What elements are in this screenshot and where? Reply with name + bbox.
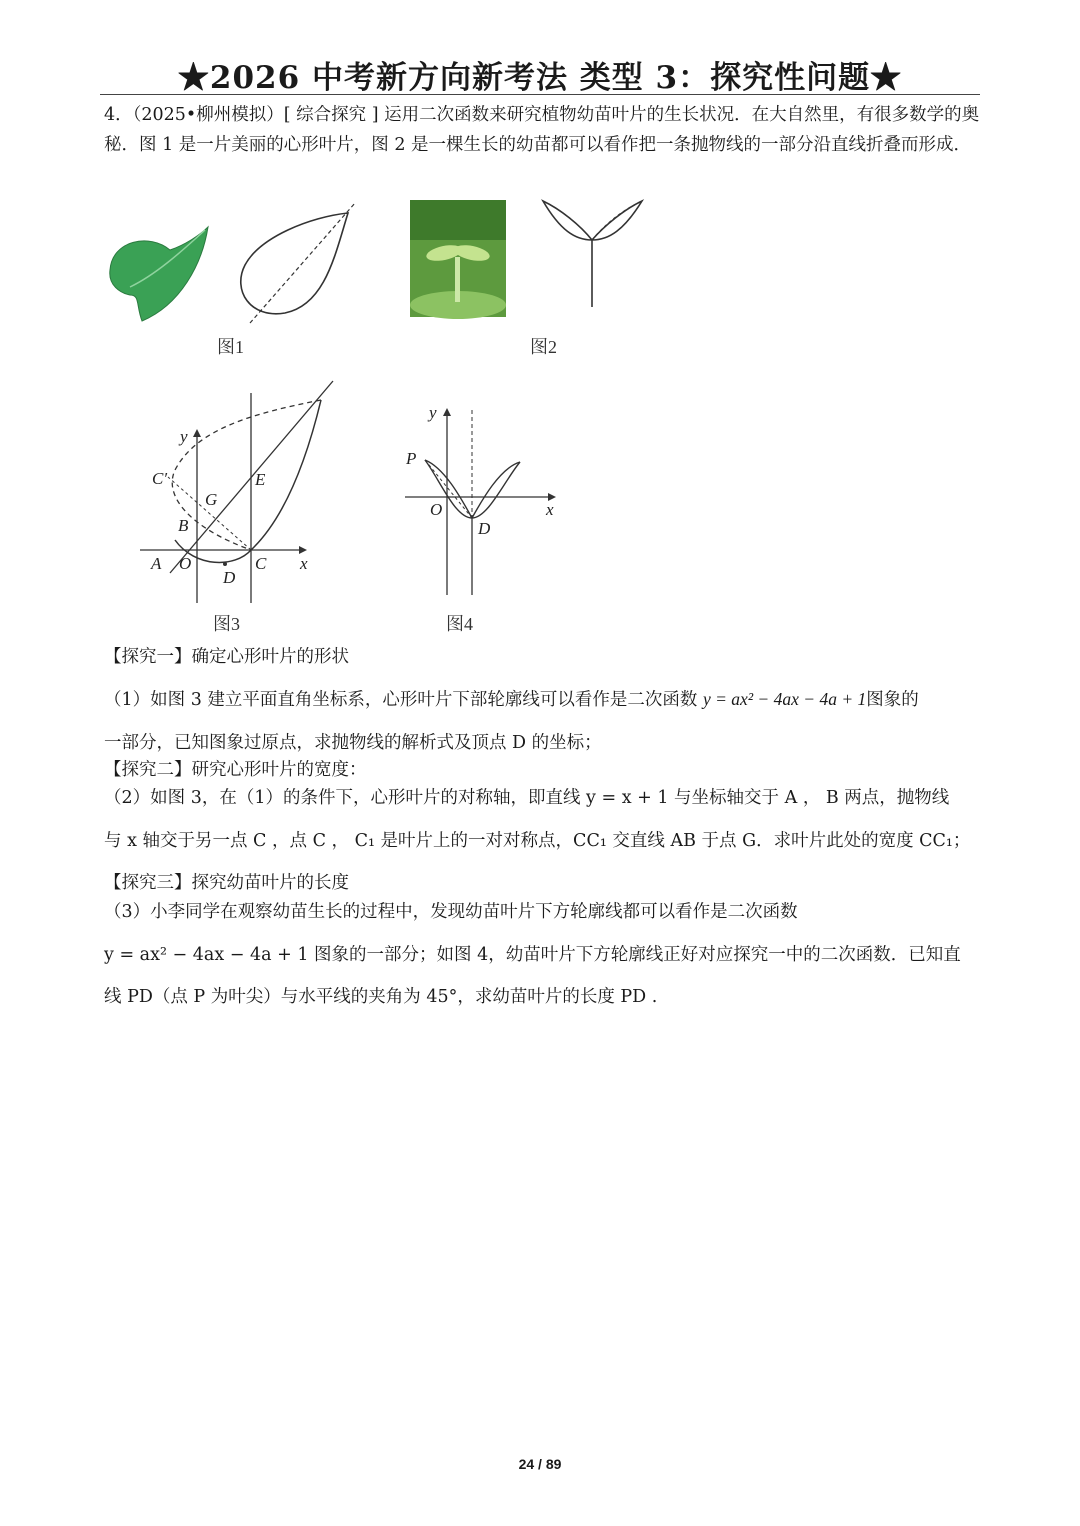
- label-D: D: [223, 568, 236, 587]
- leaf-outline: [241, 213, 348, 314]
- label-x: x: [546, 500, 554, 519]
- figure-3: [135, 378, 325, 608]
- label-E: E: [255, 470, 266, 489]
- label-y: y: [180, 427, 188, 446]
- label-A: A: [151, 554, 162, 573]
- fig4-label: 图4: [446, 614, 473, 634]
- right-leaf-upper: [472, 462, 520, 518]
- figure-2: [410, 195, 650, 320]
- q1-formula: y = ax² − 4ax − 4a + 1: [702, 689, 867, 709]
- question-3-line-3: 线 PD（点 P 为叶尖）与水平线的夹角为 45°，求幼苗叶片的长度 PD .: [104, 987, 658, 1007]
- label-Cp: C′: [152, 469, 168, 488]
- question-1-line-1: （1）如图 3 建立平面直角坐标系，心形叶片下部轮廓线可以看作是二次函数 y = ax² − 4ax − 4a + 1图象的: [104, 689, 919, 710]
- label-O: O: [430, 500, 443, 519]
- label-y: y: [429, 403, 437, 422]
- figure-4: [400, 400, 570, 600]
- label-B: B: [178, 516, 189, 535]
- question-2-line-2: 与 x 轴交于另一点 C ，点 C ， C₁ 是叶片上的一对对称点，CC₁ 交直线 AB 于点 G．求叶片此处的宽度 CC₁；: [104, 831, 971, 851]
- question-3-line-2: y = ax² − 4ax − 4a + 1 图象的一部分；如图 4，幼苗叶片下方轮廓线正好对应探究一中的二次函数．已知直: [104, 945, 961, 965]
- page-title: ★2026 中考新方向新考法 类型 3：探究性问题★: [177, 60, 903, 96]
- header-divider: [100, 94, 980, 95]
- section-1-title: 【探究一】确定心形叶片的形状: [104, 647, 349, 667]
- label-x: x: [300, 554, 308, 573]
- question-3-line-1: （3）小李同学在观察幼苗生长的过程中，发现幼苗叶片下方轮廓线都可以看作是二次函数: [104, 902, 798, 922]
- label-G: G: [205, 490, 218, 509]
- fig3-label: 图3: [213, 614, 240, 634]
- fig1-label: 图1: [217, 337, 244, 357]
- question-1-line-2: 一部分，已知图象过原点，求抛物线的解析式及顶点 D 的坐标；: [104, 733, 602, 753]
- problem-intro: 4．（2025•柳州模拟）[ 综合探究 ] 运用二次函数来研究植物幼苗叶片的生长状况．在大自然里，有很多数学的奥秘．图 1 是一片美丽的心形叶片，图 2 是一棵生长的幼苗都可以看作把一条抛物线的一部分沿直线折叠而形成．: [104, 105, 980, 155]
- label-O: O: [179, 554, 192, 573]
- label-D: D: [478, 519, 491, 538]
- label-C: C: [255, 554, 267, 573]
- seedling-outline: [543, 201, 642, 307]
- page-number: 24 / 89: [518, 1456, 562, 1472]
- fig2-label: 图2: [530, 337, 557, 357]
- right-leaf-lower: [472, 462, 520, 518]
- section-3-title: 【探究三】探究幼苗叶片的长度: [104, 873, 349, 893]
- figure-1: [100, 195, 380, 335]
- folded-dashed-curve: [172, 400, 321, 550]
- label-P: P: [406, 449, 417, 468]
- section-2-title: 【探究二】研究心形叶片的宽度：: [104, 760, 367, 780]
- segment-C-Cp: [168, 477, 251, 550]
- question-2-line-1: （2）如图 3，在（1）的条件下，心形叶片的对称轴，即直线 y = x + 1 与坐标轴交于 A ， B 两点，抛物线: [104, 788, 950, 808]
